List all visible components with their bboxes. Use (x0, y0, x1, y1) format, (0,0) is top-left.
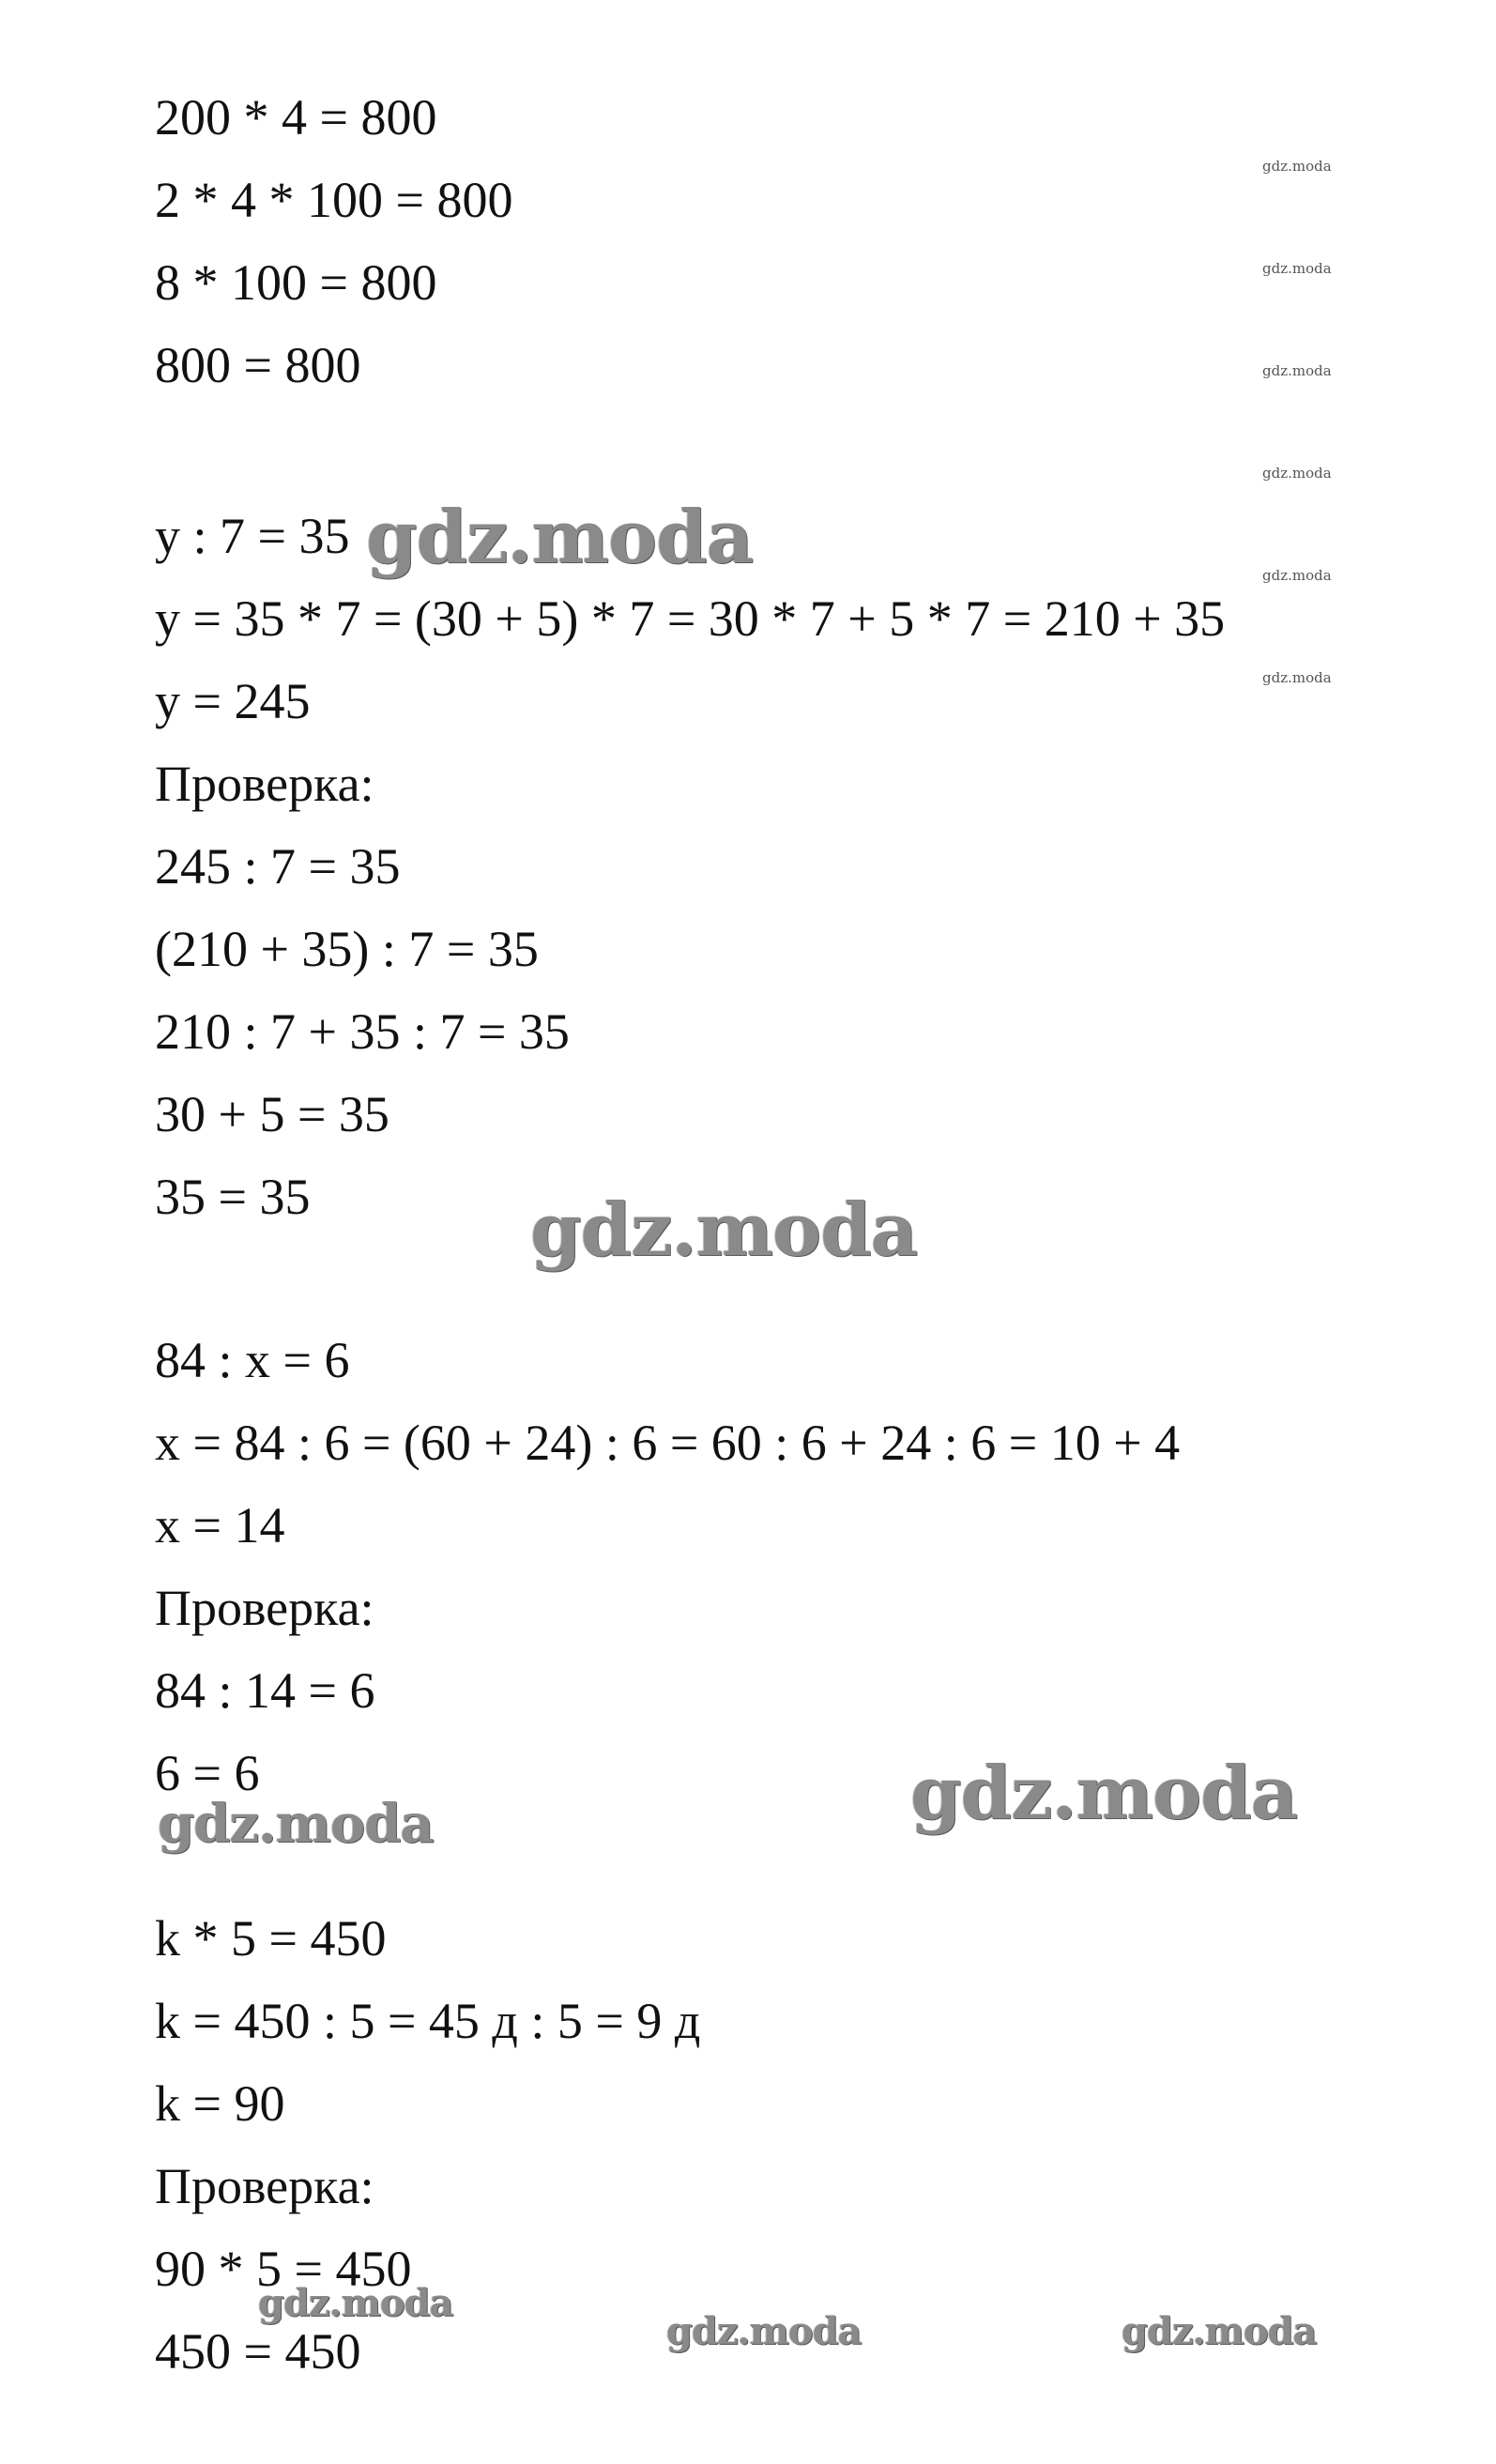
equation-line: y : 7 = 35 (155, 508, 350, 564)
watermark: gdz.moda (1262, 158, 1332, 175)
watermark: gdz.moda (666, 2309, 862, 2353)
watermark: gdz.moda (530, 1187, 918, 1273)
watermark: gdz.moda (1262, 567, 1332, 584)
equation-line: 210 : 7 + 35 : 7 = 35 (155, 1003, 570, 1060)
equation-line: 450 = 450 (155, 2323, 361, 2380)
equation-line: 84 : 14 = 6 (155, 1662, 375, 1719)
equation-line: 200 * 4 = 800 (155, 89, 437, 145)
equation-line: 90 * 5 = 450 (155, 2241, 412, 2297)
equation-line: y = 245 (155, 673, 311, 729)
watermark: gdz.moda (1262, 465, 1332, 482)
check-heading: Проверка: (155, 1580, 374, 1636)
equation-line: k * 5 = 450 (155, 1910, 387, 1967)
equation-line: 84 : x = 6 (155, 1332, 350, 1388)
equation-line: 30 + 5 = 35 (155, 1086, 389, 1142)
equation-line: 8 * 100 = 800 (155, 254, 437, 311)
check-heading: Проверка: (155, 2158, 374, 2214)
watermark: gdz.moda (910, 1751, 1298, 1836)
equation-line: 800 = 800 (155, 337, 361, 393)
equation-line: k = 450 : 5 = 45 д : 5 = 9 д (155, 1993, 701, 2049)
equation-line: x = 84 : 6 = (60 + 24) : 6 = 60 : 6 + 24 : 6 = 10 + 4 (155, 1415, 1181, 1471)
equation-line: x = 14 (155, 1497, 285, 1553)
watermark: gdz.moda (1262, 362, 1332, 379)
equation-line: (210 + 35) : 7 = 35 (155, 921, 539, 977)
check-heading: Проверка: (155, 756, 374, 812)
equation-line: 245 : 7 = 35 (155, 838, 401, 895)
equation-line: k = 90 (155, 2075, 285, 2132)
equation-line: y = 35 * 7 = (30 + 5) * 7 = 30 * 7 + 5 * 7 = 210 + 35 (155, 590, 1226, 647)
equation-line: 2 * 4 * 100 = 800 (155, 172, 513, 228)
watermark: gdz.moda (366, 495, 754, 580)
watermark: gdz.moda (158, 1793, 434, 1855)
watermark: gdz.moda (1122, 2309, 1317, 2353)
watermark: gdz.moda (1262, 260, 1332, 277)
watermark: gdz.moda (258, 2281, 453, 2325)
equation-line: 6 = 6 (155, 1745, 260, 1801)
equation-line: 35 = 35 (155, 1169, 311, 1225)
watermark: gdz.moda (1262, 669, 1332, 686)
